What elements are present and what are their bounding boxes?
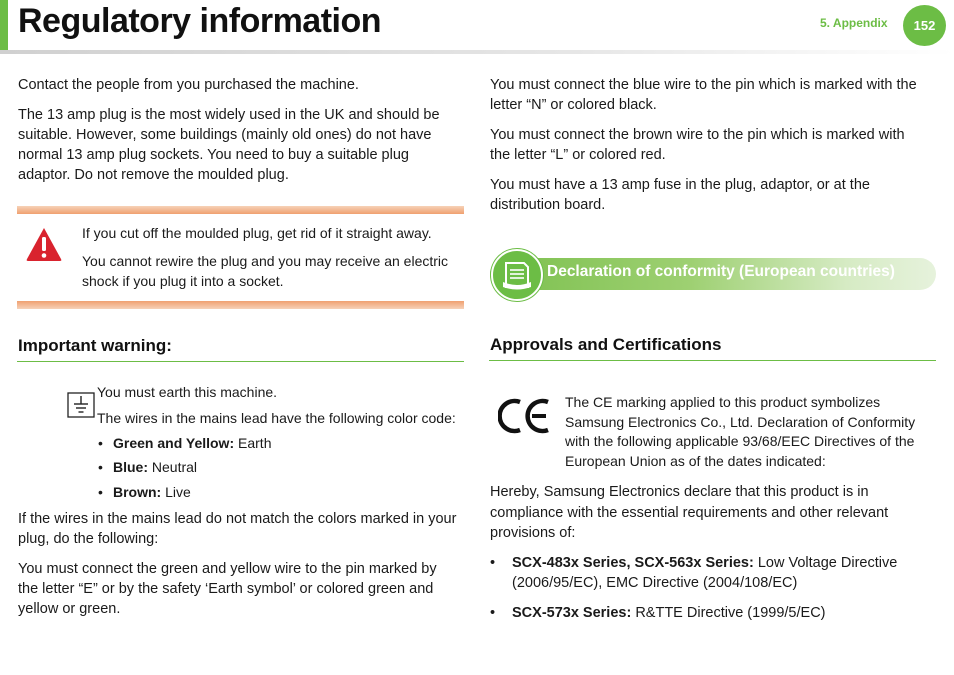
page-number-badge: 152 — [903, 5, 946, 46]
series-label: SCX-573x Series: — [512, 605, 632, 621]
header-accent-bar — [0, 0, 8, 50]
fuse-paragraph — [490, 175, 870, 215]
directive-text: Low Voltage Directive — [753, 555, 898, 571]
text-line: letter “N” or colored black. — [490, 97, 657, 113]
heading-rule — [489, 360, 936, 361]
text-line: Hereby, Samsung Electronics declare that this product is in — [490, 484, 869, 500]
wire-label: Brown: — [113, 484, 162, 500]
text-line: distribution board. — [490, 197, 606, 213]
text-line: yellow or green. — [18, 601, 121, 617]
approvals-heading: Approvals and Certifications — [490, 335, 722, 354]
text-line: If the wires in the mains lead do not match the colors marked in your — [18, 511, 457, 527]
page-title: Regulatory information — [18, 2, 382, 40]
wire-meaning: Earth — [234, 435, 272, 451]
text-line: plug, do the following: — [18, 531, 159, 547]
series-label: SCX-483x Series, SCX-563x Series: — [512, 555, 754, 571]
green-wire-paragraph — [18, 559, 437, 619]
important-warning-heading: Important warning: — [18, 336, 172, 355]
blue-wire-paragraph — [490, 75, 917, 115]
earth-text-1: You must earth this machine. — [97, 384, 278, 400]
wire-label: Green and Yellow: — [113, 435, 235, 451]
text-line: You must connect the blue wire to the pin which is marked with the — [490, 77, 917, 93]
text-line: You must connect the brown wire to the pin which is marked with — [490, 127, 905, 143]
breadcrumb[interactable]: 5. Appendix — [820, 16, 888, 30]
ce-paragraph — [565, 393, 915, 472]
declaration-title: Declaration of conformity (European countries) — [547, 263, 895, 280]
text-line: European Union as of the dates indicated: — [565, 453, 826, 470]
wire-label: Blue: — [113, 459, 148, 475]
directive-text: R&TTE Directive (1999/5/EC) — [631, 605, 826, 621]
text-line: the letter “E” or by the safety ‘Earth symbol’ or colored green and — [18, 581, 434, 597]
text-line: The 13 amp plug is the most widely used in the UK and should be — [18, 107, 440, 123]
text-line: You must have a 13 amp fuse in the plug, adaptor, or at the — [490, 177, 870, 193]
wire-meaning: Neutral — [148, 459, 198, 475]
directive-text-cont: (2006/95/EC), EMC Directive (2004/108/EC) — [512, 575, 798, 591]
wire-meaning: Live — [161, 484, 191, 500]
earth-ground-icon — [67, 392, 95, 418]
warning-text-2a: You cannot rewire the plug and you may receive an electric — [82, 253, 449, 269]
text-line: compliance with the essential requirements and other relevant — [490, 504, 889, 521]
ce-mark-icon — [498, 397, 552, 435]
uk-plug-paragraph — [18, 105, 440, 185]
document-icon — [493, 251, 541, 299]
text-line: with the following applicable 93/68/EEC Directives of the — [565, 433, 915, 450]
text-line: the letter “L” or colored red. — [490, 147, 666, 163]
mismatch-paragraph — [18, 509, 456, 549]
text-line: normal 13 amp plug sockets. You need to buy a suitable plug — [18, 147, 409, 163]
warning-top-bar — [17, 206, 464, 214]
warning-text-1: If you cut off the moulded plug, get rid of it straight away. — [82, 225, 432, 241]
earth-text-2: The wires in the mains lead have the following color code: — [97, 410, 456, 426]
warning-text-2b: shock if you plug it into a socket. — [82, 273, 284, 289]
intro-paragraph: Contact the people from you purchased the machine. — [18, 77, 359, 93]
brown-wire-paragraph — [490, 125, 905, 165]
warning-triangle-icon — [25, 226, 63, 262]
text-line: Samsung Electronics Co., Ltd. Declaration of Conformity — [565, 413, 916, 430]
text-line: The CE marking applied to this product symbolizes — [565, 394, 881, 410]
warning-bottom-bar — [17, 301, 464, 309]
hereby-paragraph — [490, 482, 888, 544]
text-line: You must connect the green and yellow wire to the pin marked by — [18, 561, 437, 577]
document-icon-circle — [491, 249, 543, 301]
text-line: adaptor. Do not remove the moulded plug. — [18, 167, 289, 183]
heading-rule — [17, 361, 464, 362]
text-line: suitable. However, some buildings (mainly old ones) do not have — [18, 127, 432, 143]
header-divider — [0, 50, 954, 54]
text-line: provisions of: — [490, 525, 576, 541]
